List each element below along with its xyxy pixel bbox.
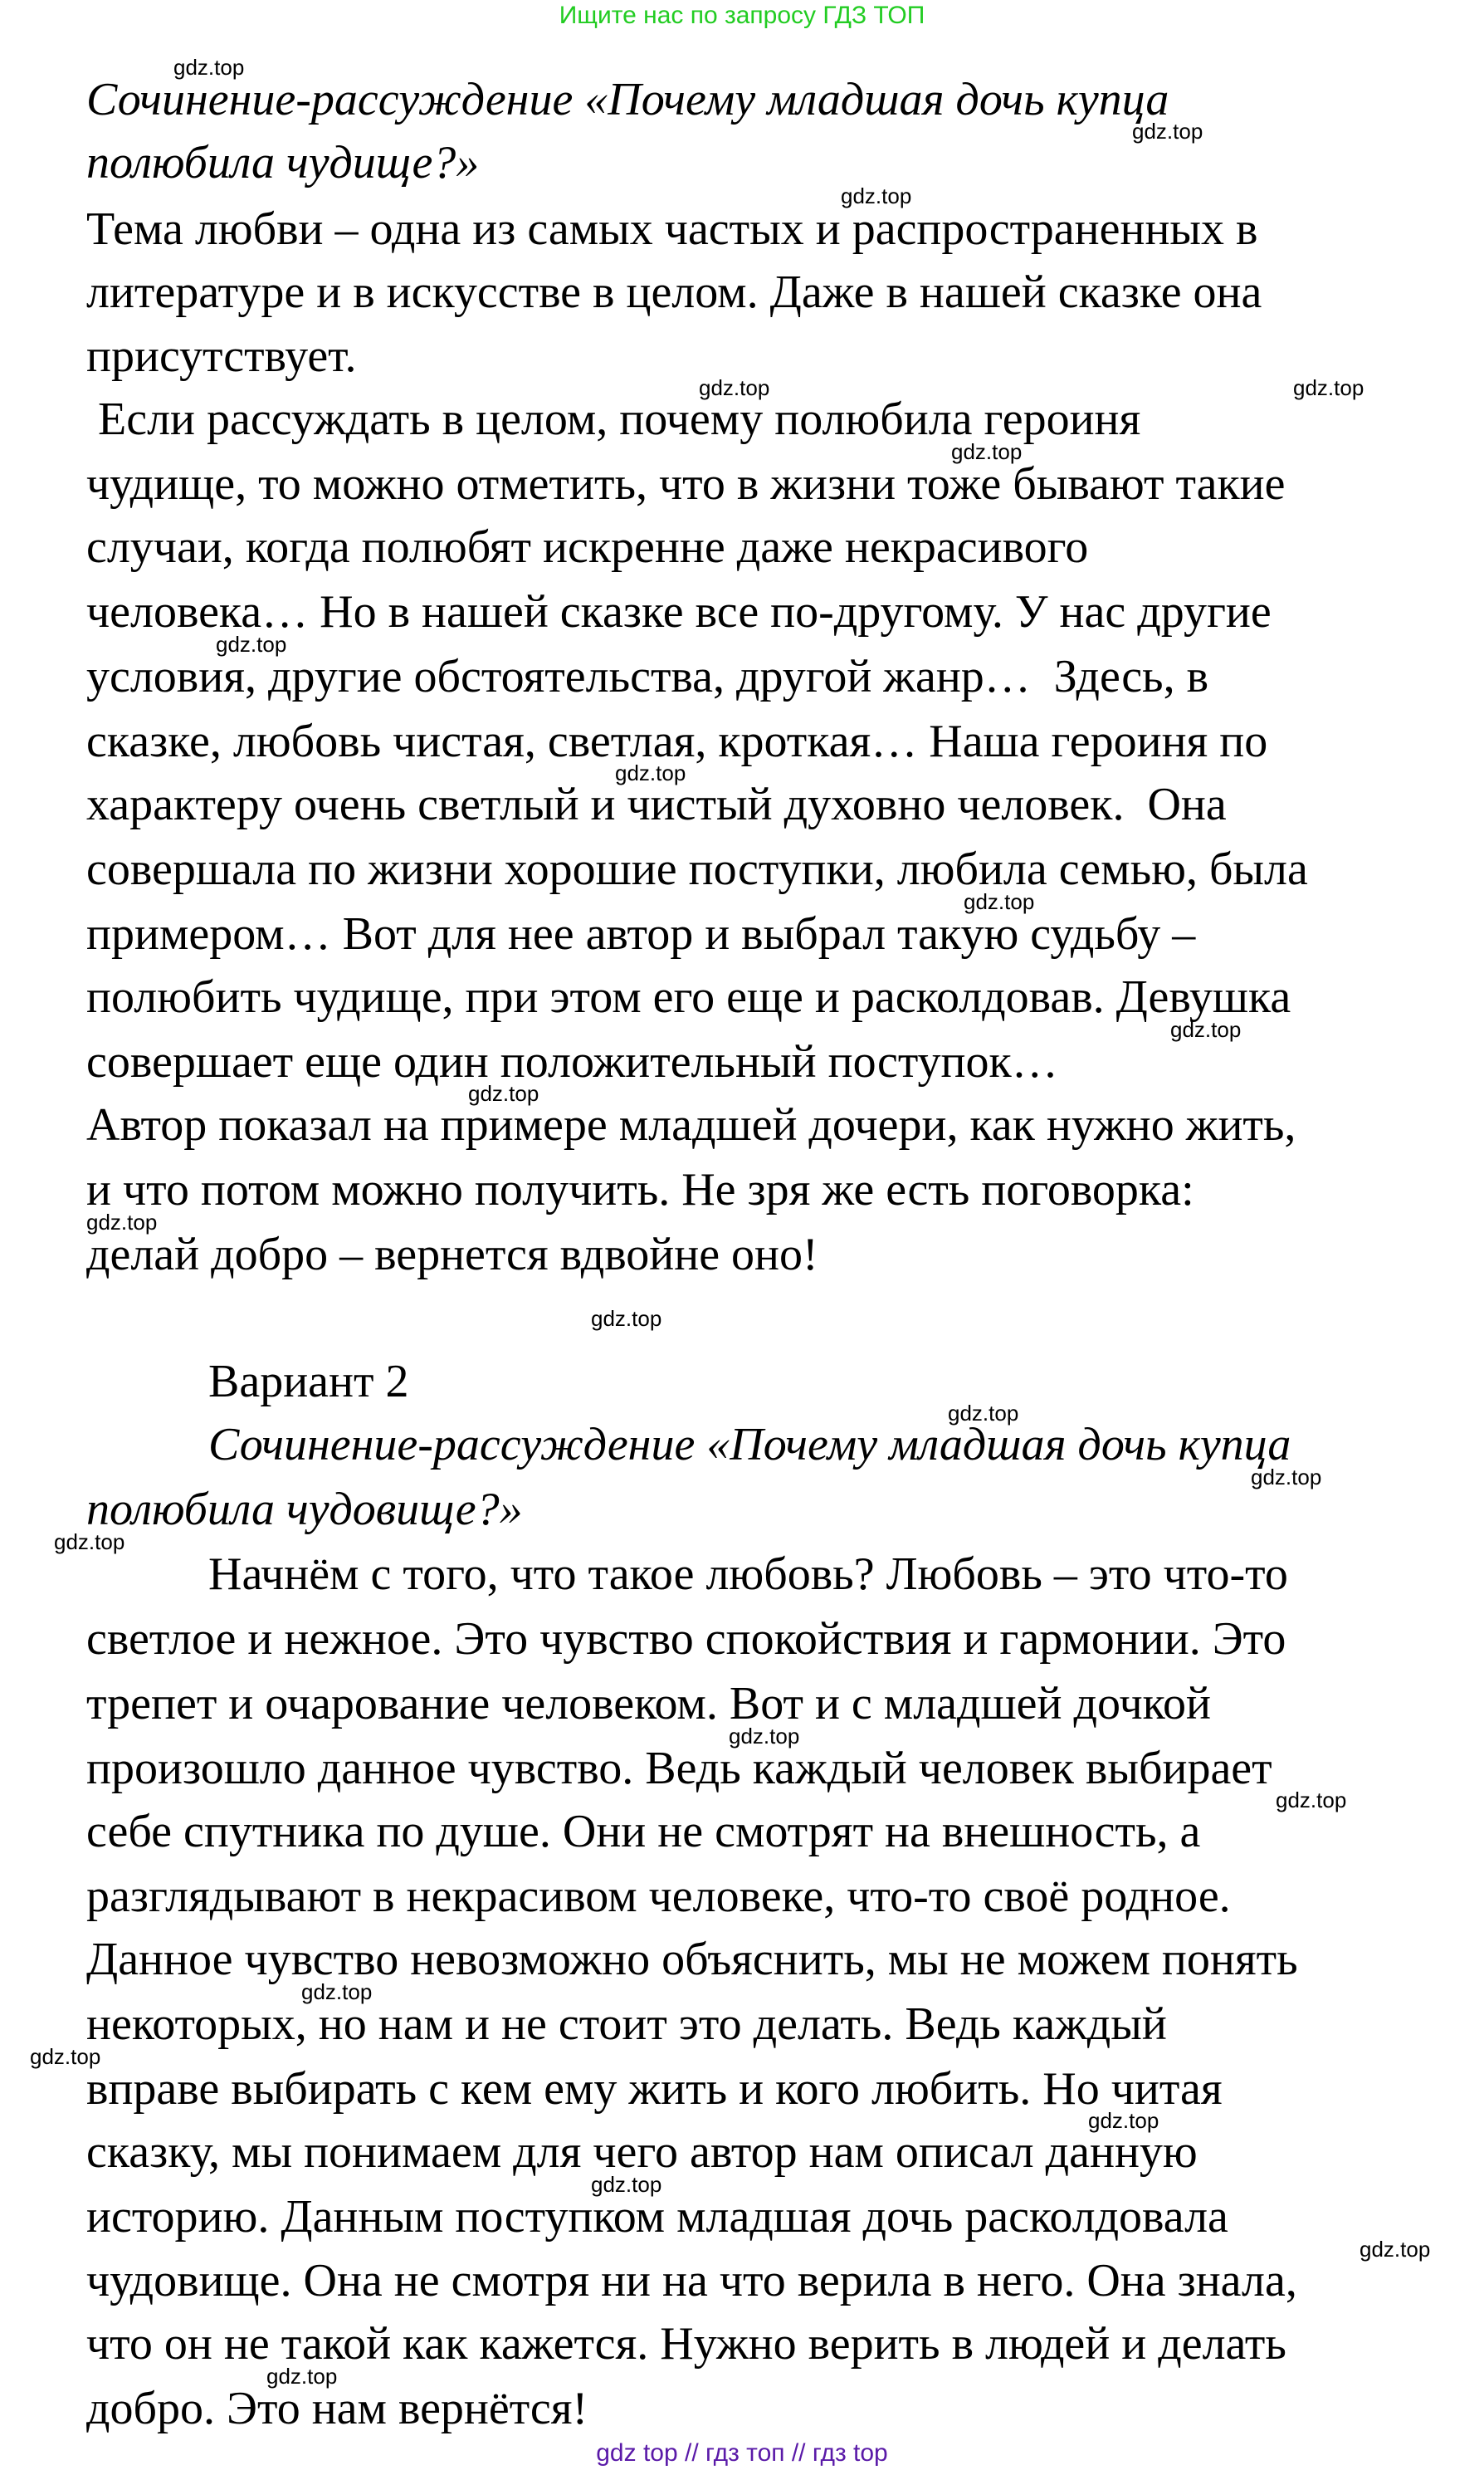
text-line: примером… Вот для нее автор и выбрал такую судьбу – [86, 908, 1196, 960]
essay-title: Сочинение-рассуждение «Почему младшая дочь купца [86, 74, 1169, 125]
text-line: Начнём с того, что такое любовь? Любовь – это что-то [208, 1548, 1288, 1600]
text-line: добро. Это нам вернётся! [86, 2383, 588, 2434]
watermark: gdz.top [729, 1724, 800, 1749]
text-line: Данное чувство невозможно объяснить, мы не можем понять [86, 1934, 1298, 1985]
text-line: и что потом можно получить. Не зря же есть поговорка: [86, 1164, 1194, 1215]
essay-title: Сочинение-рассуждение «Почему младшая дочь купца [208, 1419, 1291, 1470]
watermark: gdz.top [1132, 119, 1203, 144]
text-line: что он не такой как кажется. Нужно верить в людей и делать [86, 2318, 1286, 2370]
text-line: разглядывают в некрасивом человеке, что-то своё родное. [86, 1871, 1231, 1922]
watermark: gdz.top [30, 2044, 101, 2069]
watermark: gdz.top [699, 375, 770, 400]
text-line: совершала по жизни хорошие поступки, любила семью, была [86, 844, 1308, 895]
text-line: вправе выбирать с кем ему жить и кого любить. Но читая [86, 2063, 1223, 2115]
search-hint-header: Ищите нас по запросу ГДЗ ТОП [559, 2, 925, 29]
watermark: gdz.top [1293, 375, 1364, 400]
text-line: человека… Но в нашей сказке все по-другому. У нас другие [86, 586, 1272, 638]
watermark: gdz.top [54, 1529, 125, 1554]
text-line: светлое и нежное. Это чувство спокойствия и гармонии. Это [86, 1613, 1286, 1665]
text-line: Тема любви – одна из самых частых и распространенных в [86, 203, 1258, 255]
watermark: gdz.top [1251, 1465, 1322, 1489]
text-line: Если рассуждать в целом, почему полюбила героиня [86, 394, 1141, 445]
text-line: совершает еще один положительный поступок… [86, 1036, 1058, 1088]
watermark: gdz.top [1088, 2108, 1159, 2133]
watermark: gdz.top [216, 632, 287, 657]
watermark: gdz.top [591, 2172, 662, 2197]
text-line: Автор показал на примере младшей дочери, как нужно жить, [86, 1099, 1296, 1151]
text-line: условия, другие обстоятельства, другой жанр… Здесь, в [86, 651, 1209, 702]
watermark: gdz.top [173, 55, 245, 80]
text-line: чудище, то можно отметить, что в жизни тоже бывают такие [86, 458, 1286, 510]
text-line: трепет и очарование человеком. Вот и с младшей дочкой [86, 1678, 1211, 1729]
watermark: gdz.top [1360, 2237, 1431, 2262]
text-line: случаи, когда полюбят искренне даже некрасивого [86, 521, 1089, 573]
watermark: gdz.top [615, 761, 686, 785]
watermark: gdz.top [841, 183, 912, 208]
watermark: gdz.top [591, 1306, 662, 1331]
essay-title: полюбила чудище?» [86, 137, 480, 188]
footer-links[interactable]: gdz top // гдз топ // гдз top [596, 2439, 888, 2467]
watermark: gdz.top [1170, 1017, 1242, 1042]
text-line: присутствует. [86, 330, 357, 382]
text-line: делай добро – вернется вдвойне оно! [86, 1229, 818, 1280]
watermark: gdz.top [301, 1979, 373, 2004]
watermark: gdz.top [948, 1401, 1019, 1426]
text-line: историю. Данным поступком младшая дочь расколдовала [86, 2191, 1228, 2243]
watermark: gdz.top [86, 1210, 158, 1235]
watermark: gdz.top [964, 889, 1035, 914]
text-line: литературе и в искусстве в целом. Даже в нашей сказке она [86, 267, 1262, 318]
text-line: произошло данное чувство. Ведь каждый человек выбирает [86, 1743, 1272, 1794]
variant-heading: Вариант 2 [208, 1356, 409, 1407]
text-line: сказке, любовь чистая, светлая, кроткая… Наша героиня по [86, 716, 1268, 767]
text-line: некоторых, но нам и не стоит это делать. Ведь каждый [86, 1998, 1167, 2050]
text-line: полюбить чудище, при этом его еще и расколдовав. Девушка [86, 971, 1291, 1023]
watermark: gdz.top [266, 2364, 338, 2389]
text-line: чудовище. Она не смотря ни на что верила в него. Она знала, [86, 2255, 1297, 2306]
watermark: gdz.top [1276, 1788, 1347, 1812]
watermark: gdz.top [468, 1081, 539, 1106]
text-line: себе спутника по душе. Они не смотрят на внешность, а [86, 1806, 1201, 1857]
text-line: характеру очень светлый и чистый духовно человек. Она [86, 779, 1227, 830]
essay-title: полюбила чудовище?» [86, 1484, 523, 1535]
watermark: gdz.top [951, 439, 1023, 464]
text-line: сказку, мы понимаем для чего автор нам описал данную [86, 2126, 1198, 2178]
